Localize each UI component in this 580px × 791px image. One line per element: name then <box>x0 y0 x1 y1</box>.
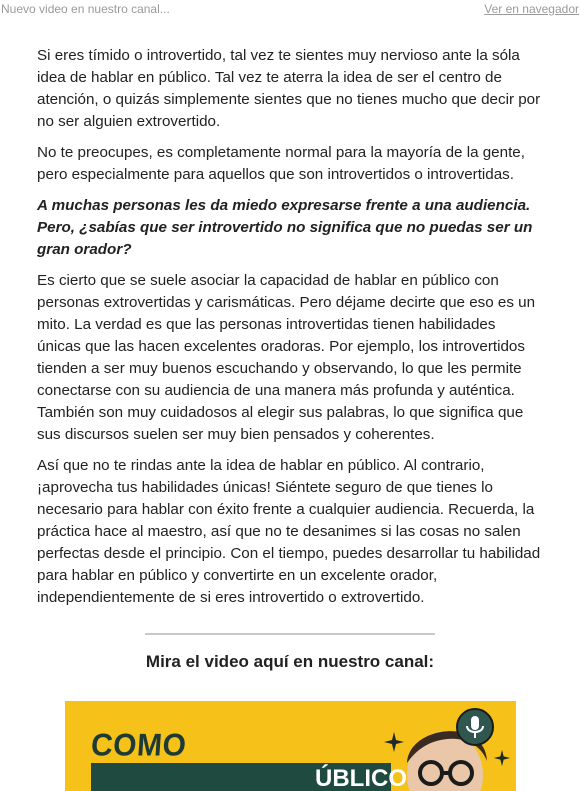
thumbnail-title-line2: ÚBLICO <box>315 765 407 791</box>
paragraph-reassurance: No te preocupes, es completamente normal para la mayoría de la gente, pero especialmente para aquellos que son introvertidos o introvertidas. <box>37 144 525 183</box>
paragraph-highlight: A muchas personas les da miedo expresarse frente a una audiencia. Pero, ¿sabías que ser introvertido no significa que no puedas ser un gran orador? <box>37 197 533 258</box>
section-divider <box>145 633 435 635</box>
thumbnail-title-line1: COMO <box>89 728 188 763</box>
video-section-heading: Mira el video aquí en nuestro canal: <box>145 652 435 671</box>
article-body <box>37 45 543 618</box>
video-thumbnail-link[interactable] <box>65 701 516 791</box>
microphone-badge-icon <box>455 707 495 747</box>
paragraph-conclusion: Así que no te rindas ante la idea de hablar en público. Al contrario, ¡aprovecha tus habilidades únicas! Siéntete seguro de que tienes lo necesario para hablar con éxito frente a cualquier audiencia. Recuerda, la práctica hace al maestro, así que no te desanimes si las cosas no salen perfectas desde el principio. Con el tiempo, puedes desarrollar tu habilidad para hablar en público y convertirte en un excelente orador, independientemente de si eres introvertido o extrovertido. <box>37 457 541 606</box>
email-preheader-bar <box>0 0 580 18</box>
view-in-browser-link[interactable]: Ver en navegador <box>484 2 579 16</box>
paragraph-intro: Si eres tímido o introvertido, tal vez te sientes muy nervioso ante la sóla idea de hablar en público. Tal vez te aterra la idea de ser el centro de atención, o quizás simplemente sientes que no tienes mucho que decir por no ser alguien extrovertido. <box>37 47 541 130</box>
paragraph-myth: Es cierto que se suele asociar la capacidad de hablar en público con personas extrovertidas y carismáticas. Pero déjame decirte que eso es un mito. La verdad es que las personas introvertidas tienen habilidades únicas que las hacen excelentes oradoras. Por ejemplo, los introvertidos tienden a ser muy buenos escuchando y observando, lo que les permite conectarse con su audiencia de una manera más profunda y auténtica. También son muy cuidadosos al elegir sus palabras, lo que significa que sus discursos suelen ser muy bien pensados y coherentes. <box>37 272 536 443</box>
preheader-text: Nuevo video en nuestro canal... <box>1 2 170 16</box>
